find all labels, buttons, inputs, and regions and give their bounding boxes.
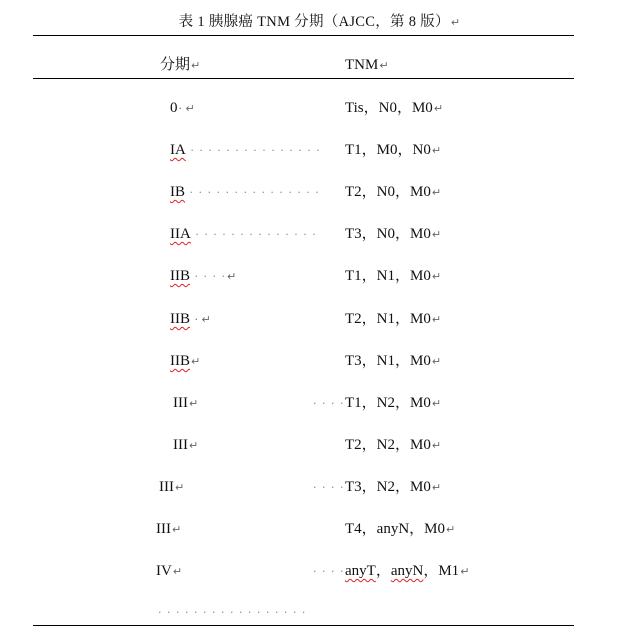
tab-leader: · · · · — [313, 397, 345, 410]
table-row-tnm — [345, 436, 441, 455]
table-row-stage — [156, 562, 182, 581]
tnm-cell: T4，anyN，M0 — [345, 521, 445, 537]
paragraph-mark-icon: ↵ — [460, 565, 470, 578]
table-row-tnm — [345, 99, 443, 118]
paragraph-mark-icon: ↵ — [431, 186, 442, 199]
table-row-tnm — [345, 141, 441, 160]
paragraph-mark-icon: ↵ — [431, 439, 442, 452]
paragraph-mark-icon: ↵ — [379, 59, 389, 72]
table-row-tnm — [345, 183, 441, 202]
header-tnm — [345, 56, 389, 75]
table-header-rule — [33, 78, 574, 79]
paragraph-mark-icon: ↵ — [433, 102, 444, 115]
paragraph-mark-icon: ↵ — [431, 144, 442, 157]
stage-cell: IB — [170, 184, 185, 200]
paragraph-mark-icon: ↵ — [431, 228, 442, 241]
tnm-cell: T2，N0，M0 — [345, 184, 431, 200]
table-row-tnm — [345, 520, 455, 539]
tnm-cell: T3，N2，M0 — [345, 479, 431, 495]
paragraph-mark-icon: ↵ — [191, 355, 201, 368]
table-row-stage — [170, 310, 211, 329]
stage-cell: IIB — [170, 268, 190, 284]
table-row-stage — [156, 520, 181, 539]
table-top-rule — [33, 35, 574, 36]
table-row-tnm — [345, 267, 441, 286]
tab-leader: · · · · — [313, 481, 345, 494]
paragraph-mark-icon: ↵ — [446, 523, 456, 536]
paragraph-mark-icon: ↵ — [226, 270, 237, 283]
table-row-tnm — [345, 310, 441, 329]
tab-leader: · · · · · · · · · · · · · · · · · — [158, 606, 307, 619]
table-row-stage — [170, 352, 200, 371]
paragraph-mark-icon: ↵ — [431, 355, 442, 368]
tab-leader: · · · · · · · · · · · · · · · — [185, 144, 321, 157]
paragraph-mark-icon: ↵ — [431, 481, 442, 494]
table-title — [0, 10, 639, 31]
table-row-tnm — [345, 352, 441, 371]
paragraph-mark-icon: ↵ — [450, 16, 461, 29]
stage-cell: IA — [170, 142, 186, 158]
paragraph-mark-icon: ↵ — [172, 523, 182, 536]
tnm-cell: T3，N0，M0 — [345, 226, 431, 242]
tnm-cell: Tis，N0，M0 — [345, 100, 433, 116]
table-row-stage — [170, 99, 195, 118]
stage-cell: III — [173, 395, 188, 411]
table-row-tnm — [345, 225, 441, 244]
tab-leader: · · · · · · · · · · · · · · · — [185, 186, 320, 199]
paragraph-mark-icon: ↵ — [189, 397, 199, 410]
tnm-cell: T2，N1，M0 — [345, 311, 431, 327]
paragraph-mark-icon: · ↵ — [191, 313, 211, 326]
stage-cell: IIB — [170, 353, 190, 369]
stage-cell: III — [159, 479, 174, 495]
stage-cell: IIB — [170, 311, 190, 327]
paragraph-mark-icon: ↵ — [189, 439, 199, 452]
table-row-tnm — [345, 478, 441, 497]
paragraph-mark-icon: · ↵ — [178, 102, 195, 115]
header-stage-label: 分期 — [160, 57, 191, 73]
table-row-tnm — [345, 394, 441, 413]
stage-cell: IV — [156, 563, 172, 579]
table-title-text: 表 1 胰腺癌 TNM 分期（AJCC，第 8 版） — [178, 14, 450, 30]
tnm-n-part: anyN — [390, 563, 424, 579]
table-row-tnm — [345, 562, 469, 581]
table-row-stage — [173, 394, 198, 413]
paragraph-mark-icon: ↵ — [175, 481, 185, 494]
stage-cell: 0 — [170, 100, 178, 116]
table-row-stage — [170, 267, 236, 286]
table-row-stage — [159, 478, 184, 497]
table-row-stage — [170, 183, 320, 202]
tnm-cell: T1，N2，M0 — [345, 395, 431, 411]
tnm-m-part: ，M1 — [423, 563, 460, 579]
tnm-cell: T3，N1，M0 — [345, 353, 431, 369]
tab-leader: · · · · — [313, 565, 345, 578]
header-tnm-label: TNM — [345, 57, 379, 73]
table-bottom-rule — [33, 625, 574, 626]
table-row-stage — [173, 436, 198, 455]
paragraph-mark-icon: ↵ — [172, 565, 183, 578]
paragraph-mark-icon: ↵ — [431, 270, 442, 283]
table-row-stage — [170, 225, 317, 244]
tnm-t-part: anyT — [345, 563, 376, 579]
tnm-separator: ， — [375, 563, 391, 579]
table-row-stage — [170, 141, 321, 160]
tnm-cell: T2，N2，M0 — [345, 437, 431, 453]
tab-leader: · · · · — [190, 270, 226, 283]
tab-leader: · · · · · · · · · · · · · · — [190, 228, 317, 241]
paragraph-mark-icon: ↵ — [191, 59, 201, 72]
tnm-cell: T1，N1，M0 — [345, 268, 431, 284]
paragraph-mark-icon: ↵ — [431, 313, 442, 326]
tnm-cell: T1，M0，N0 — [345, 142, 431, 158]
stage-cell: IIA — [170, 226, 191, 242]
paragraph-mark-icon: ↵ — [431, 397, 442, 410]
header-stage — [160, 56, 200, 75]
stage-cell: III — [173, 437, 188, 453]
stage-cell: III — [156, 521, 171, 537]
